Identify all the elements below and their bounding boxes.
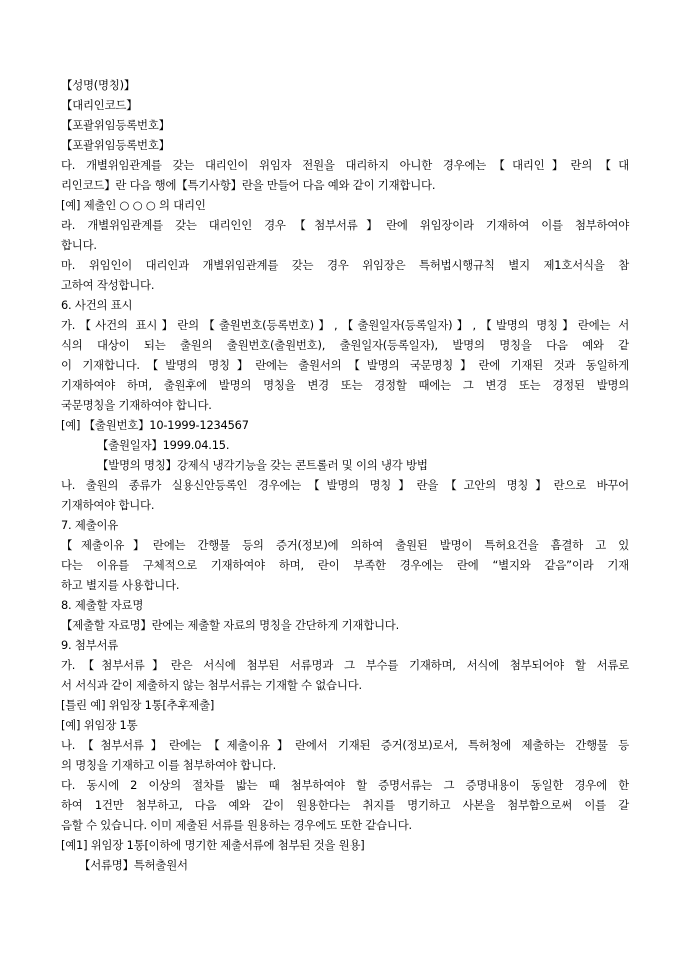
text-line: 합니다. bbox=[61, 238, 97, 252]
text-line: 식의 대상이 되는 출원의 출원번호(출원번호), 출원일자(등록일자), 발명의 명칭을 다음 예와 같 bbox=[61, 338, 629, 352]
text-line: 하고 별지를 사용합니다. bbox=[61, 578, 180, 592]
text-line: 마. 위임인이 대리인과 개별위임관계를 갖는 경우 위임장은 특허법시행규칙 별지 제1호서식을 참 bbox=[61, 258, 629, 272]
text-line: 9. 첨부서류 bbox=[61, 638, 119, 652]
text-line: 라. 개별위임관계를 갖는 대리인인 경우【첨부서류】란에 위임장이라 기재하여 이를 첨부하여야 bbox=[61, 218, 629, 232]
text-line: 다. 동시에 2 이상의 절차를 밟는 때 첨부하여야 할 증명서류는 그 증명내용이 동일한 경우에 한 bbox=[61, 778, 629, 792]
text-line: 【발명의 명칭】강제식 냉각기능을 갖는 콘트롤러 및 이의 냉각 방법 bbox=[97, 458, 428, 472]
text-line: 8. 제출할 자료명 bbox=[61, 598, 144, 612]
text-line: 다. 개별위임관계를 갖는 대리인이 위임자 전원을 대리하지 아니한 경우에는【대리인】란의【대 bbox=[61, 158, 629, 172]
text-line: 【서류명】특허출원서 bbox=[79, 858, 188, 872]
text-line: 고하여 작성합니다. bbox=[61, 278, 155, 292]
text-line: 7. 제출이유 bbox=[61, 518, 119, 532]
text-line: 서 서식과 같이 제출하지 않는 첨부서류는 기재할 수 없습니다. bbox=[61, 678, 362, 692]
text-line: 이 기재합니다.【발명의 명칭】란에는 출원서의【발명의 국문명칭】란에 기재된 것과 동일하게 bbox=[61, 358, 629, 372]
text-line: 리인코드】란 다음 행에【특기사항】란을 만들어 다음 예와 같이 기재합니다. bbox=[61, 178, 436, 192]
text-line: 하여 1건만 첨부하고, 다음 예와 같이 원용한다는 취지를 명기하고 사본을 첨부함으로써 이를 갈 bbox=[61, 798, 629, 812]
text-line: 음할 수 있습니다. 이미 제출된 서류를 원용하는 경우에도 또한 같습니다. bbox=[61, 818, 412, 832]
text-line: 【성명(명칭)】 bbox=[61, 78, 136, 92]
text-line: 【제출할 자료명】란에는 제출할 자료의 명칭을 간단하게 기재합니다. bbox=[61, 618, 400, 632]
text-line: 기재하여야 합니다. bbox=[61, 498, 155, 512]
text-line: 의 명칭을 기재하고 이를 첨부하여야 합니다. bbox=[61, 758, 276, 772]
text-line: 【포괄위임등록번호】 bbox=[61, 118, 170, 132]
text-line: [예] 【출원번호】10-1999-1234567 bbox=[61, 418, 249, 432]
text-line: 기재하여야 하며, 출원후에 발명의 명칭을 변경 또는 경정할 때에는 그 변경 또는 경정된 발명의 bbox=[61, 378, 629, 392]
text-line: 【출원일자】1999.04.15. bbox=[97, 438, 230, 452]
text-line: [예] 제출인 ○ ○ ○ 의 대리인 bbox=[61, 198, 206, 212]
text-line: 【포괄위임등록번호】 bbox=[61, 138, 170, 152]
text-line: 가.【첨부서류】란은 서식에 첨부된 서류명과 그 부수를 기재하며, 서식에 첨부되어야 할 서류로 bbox=[61, 658, 629, 672]
text-line: [틀린 예] 위임장 1통[추후제출] bbox=[61, 698, 215, 712]
text-line: 다는 이유를 구체적으로 기재하여야 하며, 란이 부족한 경우에는 란에 “별지와 같음”이라 기재 bbox=[61, 558, 629, 572]
text-line: 【제출이유】란에는 간행물 등의 증거(정보)에 의하여 출원된 발명이 특허요건을 흠결하 고 있 bbox=[61, 538, 629, 552]
text-line: 나.【첨부서류】란에는【제출이유】란에서 기재된 증거(정보)로서, 특허청에 제출하는 간행물 등 bbox=[61, 738, 629, 752]
text-line: 6. 사건의 표시 bbox=[61, 298, 133, 312]
text-line: 【대리인코드】 bbox=[61, 98, 138, 112]
text-line: 국문명칭을 기재하여야 합니다. bbox=[61, 398, 212, 412]
text-line: [예] 위임장 1통 bbox=[61, 718, 138, 732]
text-line: 나. 출원의 종류가 실용신안등록인 경우에는【발명의 명칭】란을【고안의 명칭】란으로 바꾸어 bbox=[61, 478, 629, 492]
text-line: 가.【사건의 표시】란의【출원번호(등록번호)】,【출원일자(등록일자)】,【발명의 명칭】란에는 서 bbox=[61, 318, 629, 332]
text-line: [예1] 위임장 1통[이하에 명기한 제출서류에 첨부된 것을 원용] bbox=[61, 838, 365, 852]
